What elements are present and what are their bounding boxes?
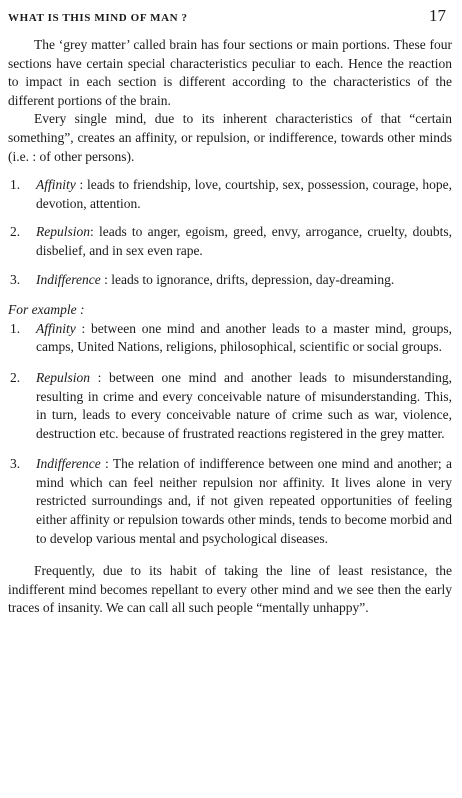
for-example-label: For example : — [8, 302, 85, 318]
example-item-indifference — [8, 455, 452, 548]
list-text: The relation of indifference between one mind and another; a mind which can feel neither repulsion nor affinity. It lives alone in very restricted surroundings and, if not given repeated opportunities of feeling either affinity or repulsion towards other minds, tends to become morbid and to develop various mental and psychological diseases. — [36, 456, 452, 546]
list-term: Affinity — [36, 177, 76, 193]
example-item-repulsion — [8, 369, 452, 443]
list-item-indifference — [8, 271, 452, 290]
intro-paragraph-1: The ‘grey matter’ called brain has four sections or main portions. These four sections have certain special characteristics peculiar to each. Hence the reaction to impact in each section is different according to the characteristics of the different portions of the brain. — [8, 37, 452, 108]
list-text: between one mind and another leads to a master mind, groups, camps, United Nations, religions, philosophical, scientific or social groups. — [36, 320, 452, 355]
list-sep: : — [90, 224, 99, 240]
list-number: 2. — [10, 224, 21, 240]
list-term: Repulsion — [36, 224, 90, 240]
list-text: leads to anger, egoism, greed, envy, arrogance, cruelty, doubts, disbelief, and in sex even rape. — [36, 224, 452, 258]
list-number: 1. — [10, 320, 21, 336]
list-number: 3. — [10, 271, 21, 287]
list-number: 3. — [10, 456, 21, 472]
page-number: 17 — [429, 6, 446, 25]
list-text: between one mind and another leads to misunderstanding, resulting in crime and every conceivable nature of misunderstanding. This, in turn, leads to every conceivable nature of crime such as war, violence, destruction etc. because of frustrated reactions registered in the grey matter. — [36, 369, 452, 441]
list-sep: : — [75, 320, 91, 336]
list-number: 2. — [10, 369, 21, 385]
list-text: leads to friendship, love, courtship, sex, possession, courage, hope, devotion, attention. — [36, 177, 452, 211]
list-sep: : — [100, 271, 112, 287]
list-sep: : — [100, 456, 113, 472]
intro-paragraph-2: Every single mind, due to its inherent characteristics of that “certain something”, creates an affinity, or repulsion, or indifference, towards other minds (i.e. : of other persons). — [8, 111, 452, 164]
closing-paragraph: Frequently, due to its habit of taking the line of least resistance, the indifferent mind becomes repellant to every other mind and we see then the early traces of insanity. We can call all such people “mentally unhappy”. — [8, 563, 452, 616]
list-item-repulsion — [8, 223, 452, 260]
running-title: WHAT IS THIS MIND OF MAN ? — [8, 12, 188, 24]
list-sep: : — [90, 369, 109, 385]
list-term: Repulsion — [36, 369, 90, 385]
running-head — [8, 6, 452, 36]
list-text: leads to ignorance, drifts, depression, day-dreaming. — [111, 271, 395, 287]
list-item-affinity — [8, 176, 452, 213]
list-term: Indifference — [36, 271, 101, 287]
list-term: Affinity — [36, 320, 76, 336]
list-term: Indifference — [36, 456, 101, 472]
list-sep: : — [75, 177, 88, 193]
list-number: 1. — [10, 177, 21, 193]
example-item-affinity — [8, 320, 452, 357]
